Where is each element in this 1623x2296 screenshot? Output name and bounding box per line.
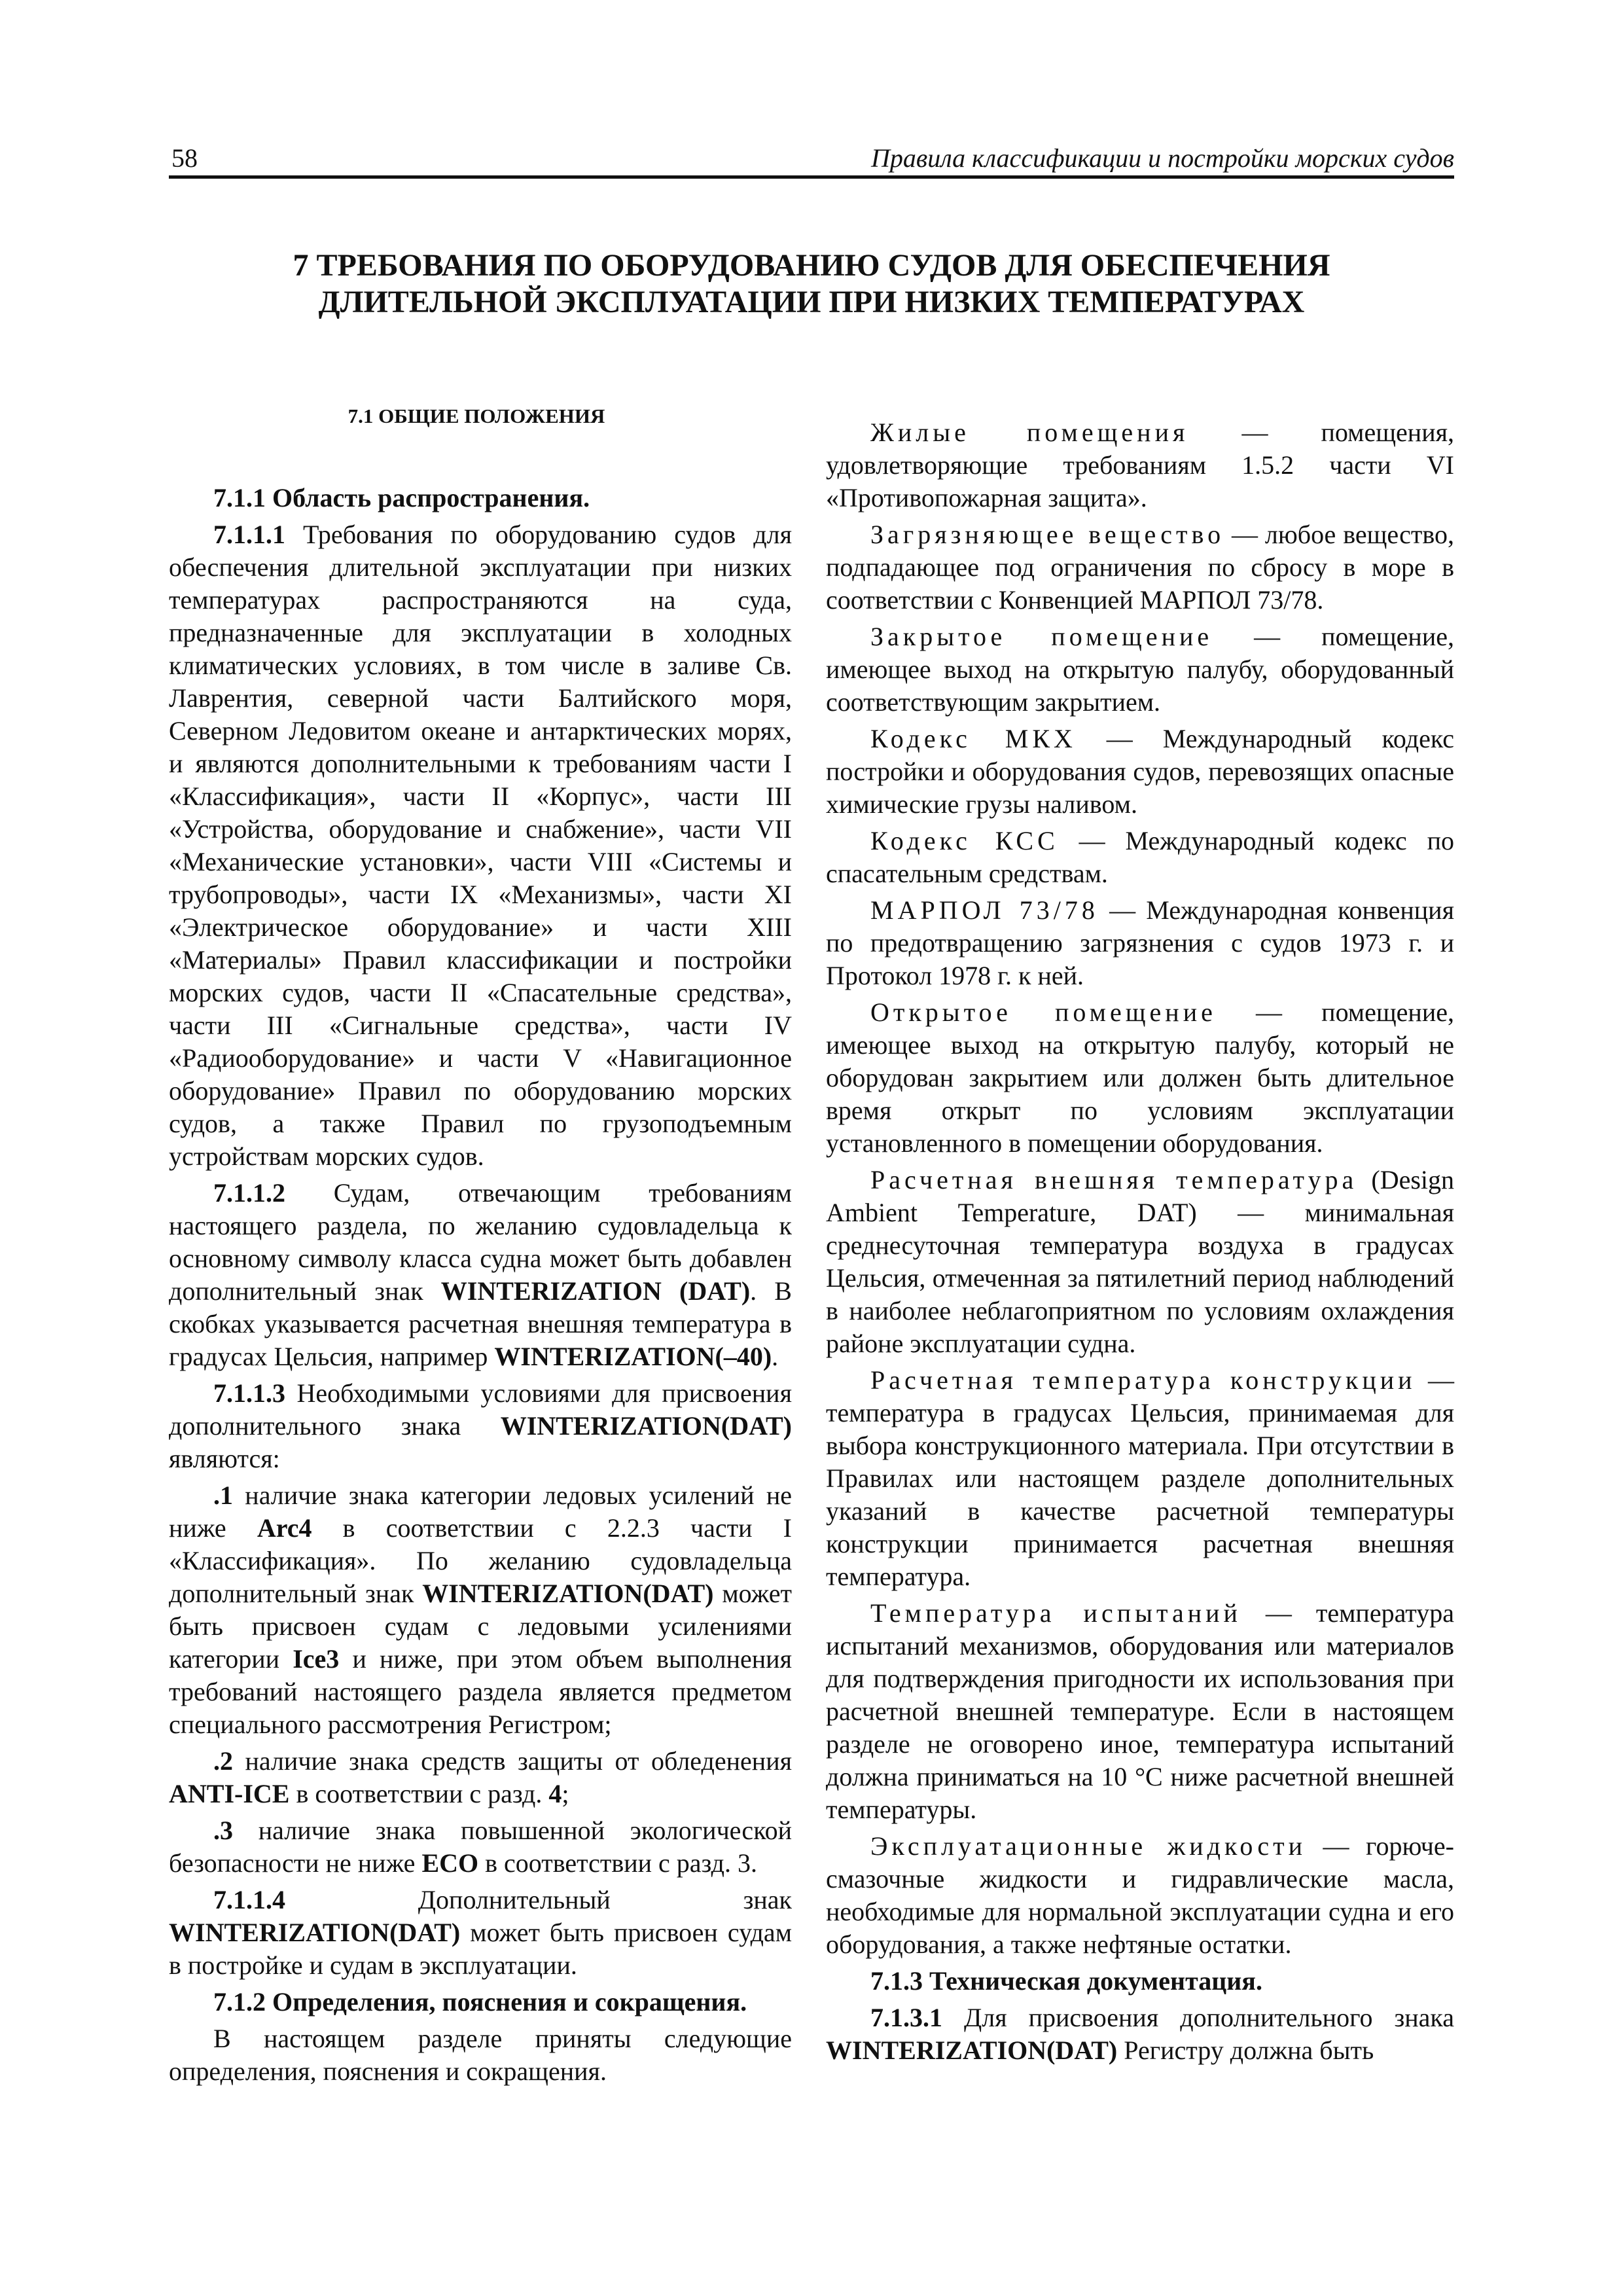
list-item-3: [169, 1814, 792, 1880]
definition-text: — Международная конвенция по предотвращению загрязнения с судов 1973 г. и Протокол 1978 г. к ней.: [826, 895, 1454, 990]
para-number: 7.1.1.4: [213, 1885, 285, 1914]
item-number: .2: [213, 1746, 233, 1776]
definition-term: Жилые помещения: [870, 418, 1189, 447]
definition-term: Кодекс МКХ: [870, 724, 1077, 753]
para-text: Необходимыми условиями для присвоения дополнительного знака: [169, 1378, 792, 1441]
definition-term: Открытое помещение: [870, 997, 1217, 1027]
heading-7-1-2: 7.1.2 Определения, пояснения и сокращения.: [213, 1987, 747, 2017]
definition-text: — Международный кодекс постройки и оборудования судов, перевозящих опасные химические грузы наливом.: [826, 724, 1455, 819]
para-text: может быть присвоен судам в постройке и судам в эксплуатации.: [169, 1918, 792, 1980]
heading-7-1-1: 7.1.1 Область распространения.: [213, 483, 590, 512]
para-text: являются:: [169, 1444, 280, 1473]
definition-text: — Международный кодекс по спасательным средствам.: [826, 826, 1455, 888]
para-text: и ниже, при этом объем выполнения требований настоящего раздела является предметом специального рассмотрения Регистром;: [169, 1644, 792, 1739]
left-column: [169, 482, 792, 2092]
class-notation: WINTERIZATION(DAT): [169, 1918, 461, 1947]
para-number: 7.1.1.3: [213, 1378, 285, 1408]
definition-text: (Design Ambient Temperature, DAT) — минимальная среднесуточная температура воздуха в градусах Цельсия, отмеченная за пятилетний период наблюдений в наиболее неблагоприятном по условиям охлаждения районе эксплуатации судна.: [826, 1165, 1455, 1358]
para-number: 7.1.1.1: [213, 520, 285, 549]
definition-text: — любое вещество, подпадающее под ограничения по сбросу в море в соответствии с Конвенцией МАРПОЛ 73/78.: [826, 520, 1454, 615]
definition-8: [826, 1364, 1454, 1593]
chapter-title-line-2: ДЛИТЕЛЬНОЙ ЭКСПЛУАТАЦИИ ПРИ НИЗКИХ ТЕМПЕРАТУРАХ: [318, 285, 1305, 319]
chapter-title: [169, 247, 1454, 321]
section-ref: 4: [548, 1779, 562, 1808]
class-notation: WINTERIZATION(DAT): [826, 2036, 1118, 2065]
heading-7-1-3: 7.1.3 Техническая документация.: [870, 1966, 1262, 1996]
para-text: Требования по оборудованию судов для обеспечения длительной эксплуатации при низких температурах распространяются на суда, предназначенные для эксплуатации в холодных климатических условиях, в том числе в заливе Св. Лаврентия, северной части Балтийского моря, Северном Ледовитом океане и антарктических морях, и являются дополнительными к требованиям части I «Классификация», части II «Корпус», части III «Устройства, оборудование и снабжение», части VII «Механические установки», части VIII «Системы и трубопроводы», части IX «Механизмы», части XI «Электрическое оборудование» и части XIII «Материалы» Правил классификации и постройки морских судов, части II «Спасательные средства», части III «Сигнальные средства», части IV «Радиооборудование» и части V «Навигационное оборудование» Правил по оборудованию морских судов, а также Правил по грузоподъемным устройствам морских судов.: [169, 520, 792, 1171]
definition-text: — температура в градусах Цельсия, принимаемая для выбора конструкционного материала. При отсутствии в Правилах или настоящем разделе дополнительных указаний в качестве расчетной температуры конструкции принимается расчетная внешняя температура.: [826, 1365, 1455, 1591]
para-text: Судам, отвечающим требованиям настоящего раздела, по желанию судовладельца к основному символу класса судна может быть добавлен дополнительный знак: [169, 1178, 792, 1306]
para-7-1-3-1: [826, 2001, 1454, 2067]
definition-10: [826, 1830, 1454, 1961]
definition-3: [826, 723, 1454, 821]
definition-term: Эксплуатационные жидкости: [870, 1831, 1307, 1861]
class-notation: Ice3: [293, 1644, 340, 1674]
definition-term: Расчетная температура конструкции: [870, 1365, 1416, 1395]
para-7-1-1-3: [169, 1377, 792, 1475]
item-number: .1: [213, 1480, 233, 1510]
para-text: ;: [562, 1779, 569, 1808]
definition-9: [826, 1597, 1454, 1826]
para-7-1-2: В настоящем разделе приняты следующие определения, пояснения и сокращения.: [169, 2024, 792, 2086]
class-notation: ECO: [421, 1848, 479, 1878]
definition-term: Температура испытаний: [870, 1598, 1241, 1628]
definition-text: — помещения, удовлетворяющие требованиям 1.5.2 части VI «Противопожарная защита».: [826, 418, 1455, 512]
definition-2: [826, 620, 1454, 719]
para-number: 7.1.1.2: [213, 1178, 285, 1208]
right-column: [826, 416, 1454, 2071]
para-text: в соответствии с 2.2.3 части I «Классификация». По желанию судовладельца дополнительный знак: [169, 1513, 792, 1608]
definition-term: Закрытое помещение: [870, 622, 1213, 651]
definition-term: Загрязняющее вещество: [870, 520, 1225, 549]
class-notation: WINTERIZATION(DAT): [500, 1411, 792, 1441]
para-text: наличие знака средств защиты от обледенения: [233, 1746, 792, 1776]
definition-text: — горюче-смазочные жидкости и гидравлические масла, необходимые для нормальной эксплуатации судна и его оборудования, а также нефтяные остатки.: [826, 1831, 1454, 1959]
definition-text: — помещение, имеющее выход на открытую палубу, который не оборудован закрытием или должен быть длительное время открыт по условиям эксплуатации установленного в помещении оборудования.: [826, 997, 1454, 1158]
para-7-1-1-1: [169, 518, 792, 1173]
definition-term: Расчетная внешняя температура: [870, 1165, 1358, 1194]
definition-term: МАРПОЛ 73/78: [870, 895, 1099, 925]
definition-text: — температура испытаний механизмов, оборудования или материалов для подтверждения пригодности их использования при расчетной внешней температуре. Если в настоящем разделе не оговорено иное, температура испытаний должна приниматься на 10 °С ниже расчетной внешней температуры.: [826, 1598, 1454, 1824]
running-title: Правила классификации и постройки морских судов: [870, 143, 1454, 173]
definition-text: — помещение, имеющее выход на открытую палубу, оборудованный соответствующим закрытием.: [826, 622, 1454, 717]
para-number: 7.1.3.1: [870, 2003, 942, 2032]
list-item-2: [169, 1745, 792, 1810]
para-text: Для присвоения дополнительного знака: [942, 2003, 1454, 2032]
para-text: в соответствии с разд. 3.: [478, 1848, 757, 1878]
class-notation: WINTERIZATION (DAT): [440, 1276, 751, 1306]
definition-0: [826, 416, 1454, 514]
para-text: наличие знака повышенной экологической безопасности не ниже: [169, 1816, 792, 1878]
class-notation: WINTERIZATION(–40): [494, 1342, 772, 1371]
definition-1: [826, 518, 1454, 617]
list-item-1: [169, 1479, 792, 1741]
definition-5: [826, 894, 1454, 992]
class-notation: ANTI-ICE: [169, 1779, 290, 1808]
definition-7: [826, 1164, 1454, 1360]
definition-term: Кодекс КСС: [870, 826, 1059, 855]
item-number: .3: [213, 1816, 233, 1845]
chapter-title-line-1: 7 ТРЕБОВАНИЯ ПО ОБОРУДОВАНИЮ СУДОВ ДЛЯ ОБЕСПЕЧЕНИЯ: [293, 248, 1330, 283]
class-notation: Arc4: [257, 1513, 312, 1543]
definition-4: [826, 825, 1454, 890]
header-rule: [169, 175, 1454, 179]
para-text: может быть присвоен судам с ледовыми усилениями категории: [169, 1579, 792, 1674]
para-text: Дополнительный знак: [285, 1885, 792, 1914]
section-heading-7-1: 7.1 ОБЩИЕ ПОЛОЖЕНИЯ: [348, 404, 605, 427]
para-text: Регистру должна быть: [1117, 2036, 1374, 2065]
class-notation: WINTERIZATION(DAT): [422, 1579, 714, 1608]
para-text: в соответствии с разд.: [289, 1779, 549, 1808]
para-7-1-1-2: [169, 1177, 792, 1373]
para-text: .: [772, 1342, 779, 1371]
para-7-1-1-4: [169, 1884, 792, 1982]
para-text: . В скобках указывается расчетная внешняя температура в градусах Цельсия, например: [169, 1276, 792, 1371]
para-text: наличие знака категории ледовых усилений не ниже: [169, 1480, 792, 1543]
definition-6: [826, 996, 1454, 1160]
page-number: 58: [171, 143, 198, 173]
